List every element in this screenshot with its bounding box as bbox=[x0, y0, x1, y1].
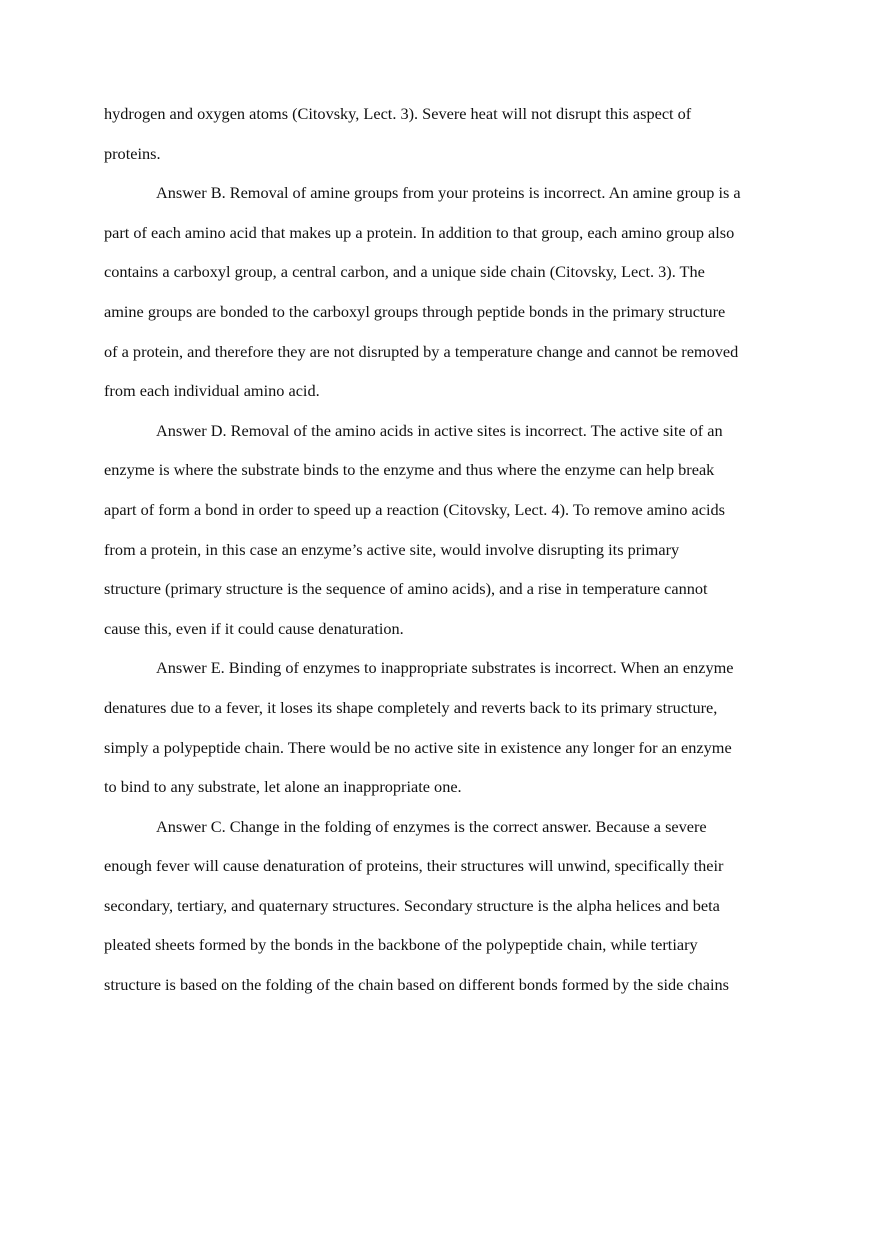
text-line: simply a polypeptide chain. There would be no active site in existence any longer for an enzyme bbox=[104, 737, 732, 757]
text-line: from each individual amino acid. bbox=[104, 381, 320, 401]
text-line: pleated sheets formed by the bonds in the backbone of the polypeptide chain, while tertiary bbox=[104, 935, 698, 955]
text-line: denatures due to a fever, it loses its shape completely and reverts back to its primary structure, bbox=[104, 697, 718, 717]
text-line: amine groups are bonded to the carboxyl groups through peptide bonds in the primary structure bbox=[104, 301, 726, 321]
text-line: Answer B. Removal of amine groups from your proteins is incorrect. An amine group is a bbox=[156, 183, 741, 203]
paragraph-answer-d bbox=[104, 411, 784, 649]
text-line: enough fever will cause denaturation of proteins, their structures will unwind, specifically their bbox=[104, 856, 724, 876]
text-line: to bind to any substrate, let alone an inappropriate one. bbox=[104, 777, 462, 797]
text-line: secondary, tertiary, and quaternary structures. Secondary structure is the alpha helices and beta bbox=[104, 895, 720, 915]
text-line: proteins. bbox=[104, 143, 161, 163]
text-line: enzyme is where the substrate binds to the enzyme and thus where the enzyme can help break bbox=[104, 460, 715, 480]
text-line: structure (primary structure is the sequence of amino acids), and a rise in temperature cannot bbox=[104, 579, 708, 599]
document-page bbox=[104, 94, 784, 1005]
text-line: Answer D. Removal of the amino acids in active sites is incorrect. The active site of an bbox=[156, 420, 723, 440]
paragraph-answer-c bbox=[104, 807, 784, 1005]
text-line: contains a carboxyl group, a central carbon, and a unique side chain (Citovsky, Lect. 3). The bbox=[104, 262, 705, 282]
text-line: from a protein, in this case an enzyme’s active site, would involve disrupting its primary bbox=[104, 539, 680, 559]
paragraph-answer-e bbox=[104, 648, 784, 806]
text-line: apart of form a bond in order to speed up a reaction (Citovsky, Lect. 4). To remove amino acids bbox=[104, 499, 725, 519]
text-line: of a protein, and therefore they are not disrupted by a temperature change and cannot be removed bbox=[104, 341, 739, 361]
text-line: structure is based on the folding of the chain based on different bonds formed by the side chains bbox=[104, 975, 730, 995]
text-line: hydrogen and oxygen atoms (Citovsky, Lect. 3). Severe heat will not disrupt this aspect of bbox=[104, 104, 692, 123]
text-line: Answer E. Binding of enzymes to inappropriate substrates is incorrect. When an enzyme bbox=[156, 658, 734, 678]
paragraph-continuation bbox=[104, 94, 784, 173]
paragraph-answer-b bbox=[104, 173, 784, 411]
text-line: cause this, even if it could cause denaturation. bbox=[104, 618, 404, 638]
text-line: Answer C. Change in the folding of enzymes is the correct answer. Because a severe bbox=[156, 816, 707, 836]
text-line: part of each amino acid that makes up a protein. In addition to that group, each amino group also bbox=[104, 222, 735, 242]
